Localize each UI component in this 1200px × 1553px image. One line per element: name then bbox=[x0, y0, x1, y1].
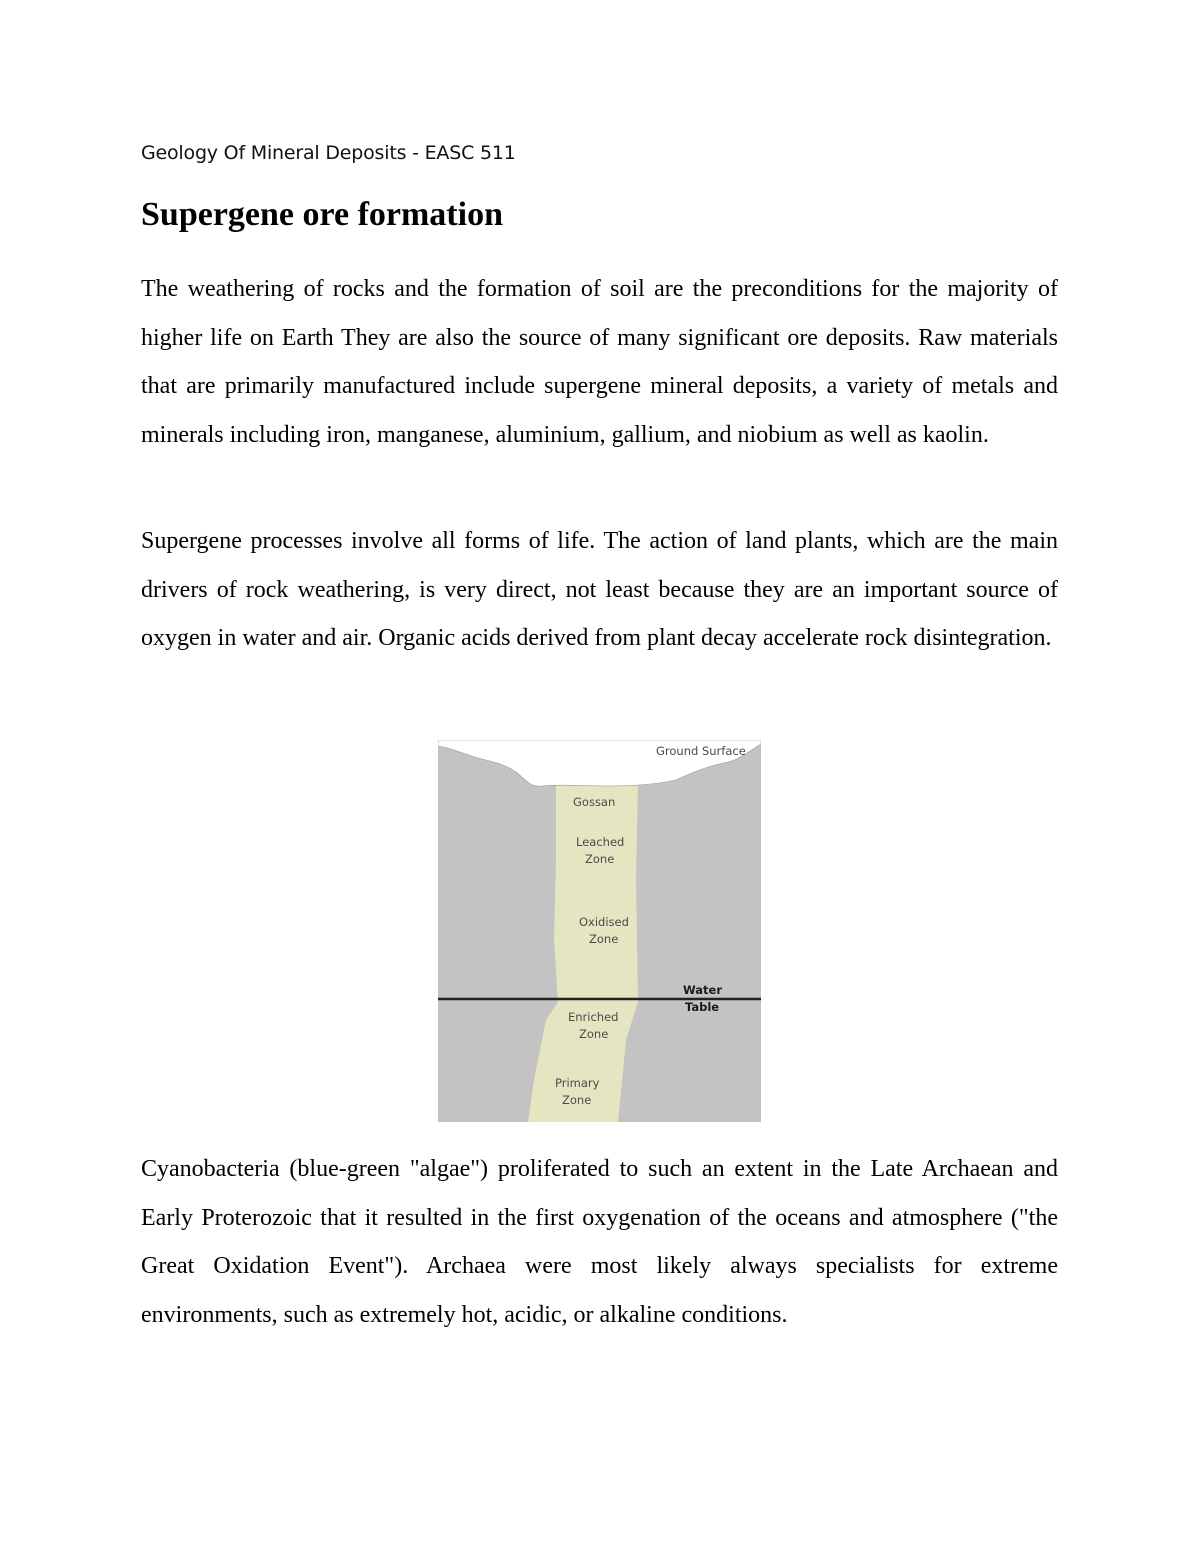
label-gossan: Gossan bbox=[573, 795, 616, 809]
label-oxidised-zone: Zone bbox=[589, 932, 619, 946]
paragraph-weathering: The weathering of rocks and the formation of soil are the preconditions for the majority of higher life on Earth They are also the source of many significant ore deposits. Raw materials that are primarily manufactured include supergene mineral deposits, a variety of metals and minerals including iron, manganese, aluminium, gallium, and niobium as well as kaolin. bbox=[141, 276, 1058, 448]
label-enriched-zone: Zone bbox=[579, 1027, 609, 1041]
course-header: Geology Of Mineral Deposits - EASC 511 bbox=[141, 142, 516, 164]
label-oxidised: Oxidised bbox=[579, 915, 629, 929]
label-water: Water bbox=[683, 983, 723, 997]
label-enriched: Enriched bbox=[568, 1010, 619, 1024]
label-leached: Leached bbox=[576, 835, 625, 849]
paragraph-supergene-processes: Supergene processes involve all forms of life. The action of land plants, which are the main drivers of rock weathering, is very direct, not least because they are an important source of oxygen in water and air. Organic acids derived from plant decay accelerate rock disintegration. bbox=[141, 528, 1058, 652]
label-primary: Primary bbox=[555, 1076, 600, 1090]
label-table: Table bbox=[685, 1000, 720, 1014]
paragraph-cyanobacteria: Cyanobacteria (blue-green "algae") proliferated to such an extent in the Late Archaean and Early Proterozoic that it resulted in the first oxygenation of the oceans and atmosphere ("the Great Oxidation Event"). Archaea were most likely always specialists for extreme environments, such as extremely hot, acidic, or alkaline conditions. bbox=[141, 1156, 1058, 1328]
supergene-profile-diagram bbox=[438, 740, 761, 1122]
label-leached-zone: Zone bbox=[585, 852, 615, 866]
label-primary-zone: Zone bbox=[562, 1093, 592, 1107]
supergene-profile-svg bbox=[438, 740, 761, 1122]
label-ground-surface: Ground Surface bbox=[656, 744, 746, 758]
page-title: Supergene ore formation bbox=[141, 196, 503, 233]
